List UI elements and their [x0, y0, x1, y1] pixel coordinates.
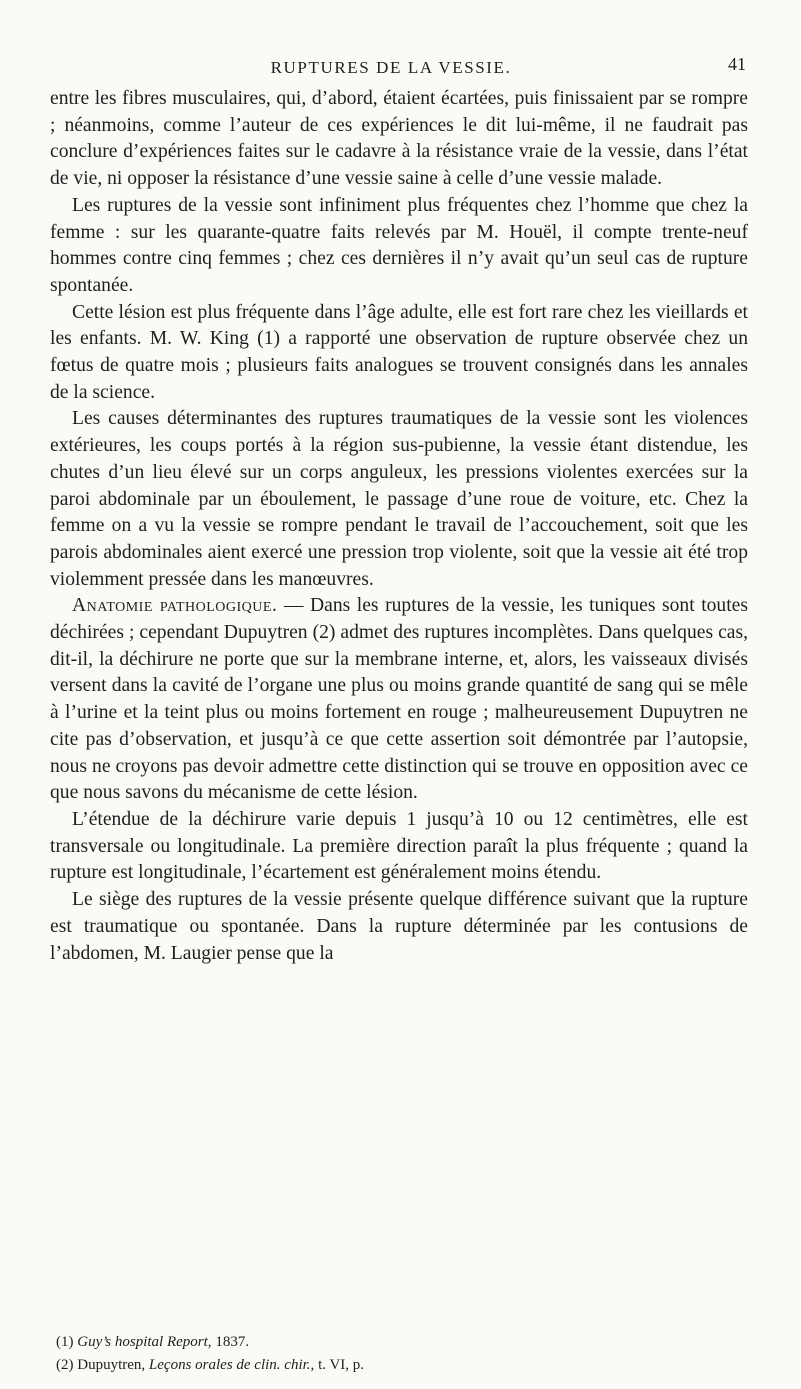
paragraph-causes: Les causes déterminantes des ruptures traumatiques de la vessie sont les violences extérieures, les coups portés à la région sus-pubienne, la vessie étant distendue, les chutes d’un lieu élevé sur un corps anguleux, les pressions violentes exercées sur la paroi abdominale par un éboulement, le passage d’une roue de voiture, etc. Chez la femme on a vu la vessie se rompre pendant le travail de l’accouchement, soit que les parois abdominales aient exercé une pression trop violente, soit que la vessie ait été trop violemment pressée dans les manœuvres. [50, 408, 748, 590]
body-text [50, 86, 748, 967]
running-title: RUPTURES DE LA VESSIE. [270, 58, 512, 77]
section-heading: Anatomie pathologique. [72, 595, 278, 617]
paragraph-pathological-anatomy [50, 593, 748, 807]
footnote-rest: 1837. [211, 1334, 250, 1350]
page-header [36, 54, 746, 84]
paragraph-site: Le siège des ruptures de la vessie présente quelque différence suivant que la rupture est traumatique ou spontanée. Dans la rupture déterminée par les contusions de l’abdomen, M. Laugier pense que la [50, 889, 748, 964]
paragraph-frequency-by-age: Cette lésion est plus fréquente dans l’âge adulte, elle est fort rare chez les vieillards et les enfants. M. W. King (1) a rapporté une observation de rupture observée chez un fœtus de quatre mois ; plusieurs faits analogues se trouvent consignés dans les annales de la science. [50, 301, 748, 403]
footnote-title: Guy’s hospital Report, [77, 1334, 212, 1350]
footnotes [56, 1331, 748, 1377]
paragraph-frequency-by-sex: Les ruptures de la vessie sont infiniment plus fréquentes chez l’homme que chez la femme : sur les quarante-quatre faits relevés par M. Houël, il compte trente-neuf hommes contre cinq femmes ; chez ces dernières il n’y avait qu’un seul cas de rupture spontanée. [50, 194, 748, 296]
page-number: 41 [728, 54, 746, 74]
footnote-mark: (2) Dupuytren, [56, 1357, 149, 1373]
footnote-mark: (1) [56, 1334, 78, 1350]
paragraph-continuation: entre les fibres musculaires, qui, d’abord, étaient écartées, puis finissaient par se rompre ; néanmoins, comme l’auteur de ces expériences le dit lui-même, il ne faudrait pas conclure d’expériences faites sur le cadavre à la résistance vraie de la vessie, dans l’état de vie, ni opposer la résistance d’une vessie saine à celle d’une vessie malade. [50, 88, 748, 190]
footnote-1 [56, 1331, 748, 1354]
footnote-2 [56, 1354, 748, 1377]
paragraph-text: — Dans les ruptures de la vessie, les tuniques sont toutes déchirées ; cependant Dupuytren (2) admet des ruptures incomplètes. Dans quelques cas, dit-il, la déchirure ne porte que sur la membrane interne, et, alors, les vaisseaux divisés versent dans la cavité de l’organe une plus ou moins grande quantité de sang qui se mêle à l’urine et la teint plus ou moins fortement en rouge ; malheureusement Dupuytren ne cite pas d’observation, et jusqu’à ce que cette assertion soit démontrée par l’autopsie, nous ne croyons pas devoir admettre cette distinction qui se trouve en opposition avec ce que nous savons du mécanisme de cette lésion. [50, 595, 748, 804]
paragraph-extent: L’étendue de la déchirure varie depuis 1 jusqu’à 10 ou 12 centimètres, elle est transversale ou longitudinale. La première direction paraît la plus fréquente ; quand la rupture est longitudinale, l’écartement est généralement moins étendu. [50, 808, 748, 884]
footnote-title: Leçons orales de clin. chir., [148, 1357, 315, 1373]
footnote-rest: t. VI, p. [314, 1357, 365, 1373]
